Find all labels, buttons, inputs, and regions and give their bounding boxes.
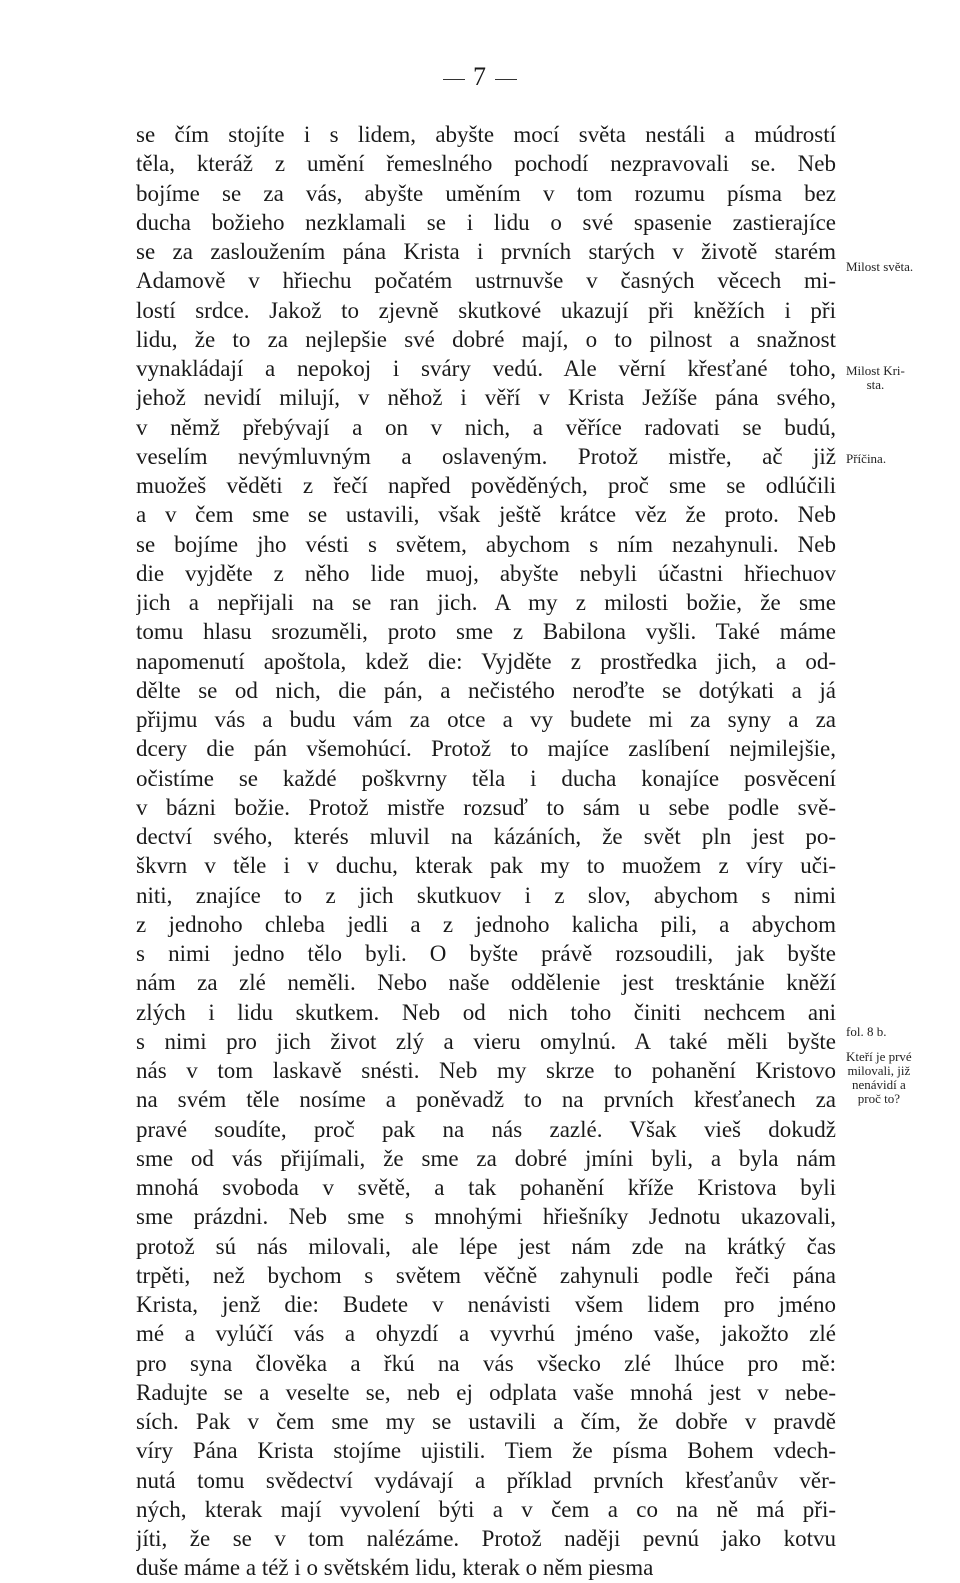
text-line: die vyjděte z něho lide muoj, abyšte nebyli účastni hřiechuov [136, 560, 836, 586]
text-line: dectví svého, kterés mluvil na kázáních, že svět pln jest po- [136, 824, 836, 849]
margin-note-text: sta. [866, 377, 885, 392]
text-line: pro syna člověka a řkú na vás všecko zlé lhúce pro mě: [136, 1350, 836, 1376]
text-line: s nimi jedno tělo byli. O byšte právě rozsoudili, jak byšte [136, 941, 836, 966]
text-line: sme od vás přijímali, že sme za dobré jmíni byli, a byla nám [136, 1145, 836, 1171]
text-line: sích. Pak v čem sme my se ustavili a čím, že dobře v pravdě [136, 1409, 836, 1434]
text-line: Krista, jenž die: Budete v nenávisti všem lidem pro jméno [136, 1292, 836, 1317]
text-line: lostí srdce. Jakož to zjevně skutkové ukazují při kněžích i při [136, 297, 836, 323]
page-number-dash-left [443, 79, 465, 80]
margin-note-text: fol. 8 b. [846, 1024, 887, 1039]
page-number-value: 7 [473, 62, 487, 91]
text-line: se za zasloužením pána Krista i prvních starých v životě starém [136, 239, 836, 264]
text-line: pravé soudíte, proč pak na nás zazlé. Však vieš dokudž [136, 1116, 836, 1142]
body-text [136, 120, 836, 1583]
text-line: přijmu vás a budu vám za otce a vy budete mi za syny a za [136, 707, 836, 732]
margin-note-folio [846, 1025, 886, 1039]
text-line: napomenutí apoštola, kdež die: Vyjděte z prostředka jich, a od- [136, 648, 836, 674]
page-number [0, 62, 960, 92]
text-line: nutá tomu svědectví vydávají a příklad prvních křesťanův věr- [136, 1467, 836, 1493]
margin-note-text: Milost Kri- [846, 363, 905, 378]
text-line: mé a vylúčí vás a ohyzdí a vyvrhú jméno vaše, jakožto zlé [136, 1321, 836, 1347]
text-line: sme prázdni. Neb sme s mnohými hřiešníky Jednotu ukazovali, [136, 1204, 836, 1230]
text-line: lidu, že to za nejlepšie své dobré mají, o to pilnost a snažnost [136, 326, 836, 352]
margin-note-kteri-je [846, 1050, 912, 1106]
text-line: dělte se od nich, die pán, a nečistého neroďte se dotýkati a já [136, 677, 836, 703]
text-line: Radujte se a veselte se, neb ej odplata vaše mnohá jest v nebe- [136, 1379, 836, 1405]
text-line: víry Pána Krista stojíme ujistili. Tiem že písma Bohem vdech- [136, 1438, 836, 1464]
text-line: v němž přebývají a on v nich, a věříce radovati se budú, [136, 414, 836, 440]
text-line: se čím stojíte i s lidem, abyšte mocí světa nestáli a múdrostí [136, 122, 836, 147]
text-line: se bojíme jho vésti s světem, abychom s ním nezahynuli. Neb [136, 531, 836, 557]
text-line: s nimi pro jich život zlý a vieru omylnú. A také měli byšte [136, 1028, 836, 1054]
text-line: veselím nevýmluvným a oslaveným. Protož mistře, ač již [136, 443, 836, 469]
text-line: škvrn v těle i v duchu, kterak pak my to muožem z víry uči- [136, 853, 836, 879]
text-line: jíti, že se v tom nalézáme. Protož naději pevnú jako kotvu [136, 1526, 836, 1551]
text-line: tomu hlasu srozuměli, proto sme z Babilona vyšli. Také máme [136, 619, 836, 645]
text-line: ných, kterak mají vyvolení býti a v čem a co na ně má při- [136, 1496, 836, 1522]
text-line: dcery die pán všemohúcí. Protož to majíce zaslíbení nejmilejšie, [136, 736, 836, 762]
text-line: niti, znajíce to z jich skutkuov i z slov, abychom s nimi [136, 882, 836, 908]
text-line: nás v tom laskavě snésti. Neb my skrze to pohanění Kristovo [136, 1058, 836, 1083]
margin-note-pricina [846, 452, 886, 466]
text-line: trpěti, než bychom s světem věčně zahynuli podle řeči pána [136, 1262, 836, 1288]
text-line: v bázni božie. Protož mistře rozsuď to sám u sebe podle svě- [136, 794, 836, 820]
margin-note-text: Kteří je prvé [846, 1049, 912, 1064]
text-line: duše máme a též i o světském lidu, kterak o něm piesma [136, 1555, 654, 1581]
text-line: jich a nepřijali na se ran jich. A my z milosti božie, že sme [136, 590, 836, 615]
margin-note-text: milovali, již [847, 1063, 911, 1078]
margin-note-milost-krista [846, 364, 905, 392]
margin-note-text: proč to? [857, 1091, 900, 1106]
margin-note-text: Milost světa. [846, 259, 914, 274]
text-line: jehož nevidí milují, v něhož i věří v Krista Ježíše pána svého, [136, 385, 836, 411]
text-line: očistíme se každé poškvrny těla i ducha konajíce posvěcení [136, 765, 836, 791]
text-line: vynakládají a nepokoj i sváry vedú. Ale věrní křesťané toho, [136, 356, 836, 381]
margin-note-text: Příčina. [846, 451, 887, 466]
text-line: protož sú nás milovali, ale lépe jest nám zde na krátký čas [136, 1233, 836, 1259]
text-line: bojíme se za vás, abyšte uměním v tom rozumu písma bez [136, 180, 836, 206]
text-line: na svém těle nosíme a poněvadž to na prvních křesťanech za [136, 1087, 836, 1113]
text-line: nám za zlé neměli. Nebo naše oddělenie jest tresktánie kněží [136, 970, 836, 996]
text-line: mnohá svoboda v světě, a tak pohanění kříže Kristova byli [136, 1175, 836, 1200]
margin-note-milost-sveta [846, 260, 913, 274]
margin-note-text: nenávidí a [851, 1077, 906, 1092]
text-line: ducha božieho nezklamali se i lidu o své spasenie zastierajíce [136, 209, 836, 235]
text-line: Adamově v hřiechu počatém ustrnuvše v časných věcech mi- [136, 268, 836, 294]
text-line: z jednoho chleba jedli a z jednoho kalicha pili, a abychom [136, 911, 836, 937]
text-line: těla, kteráž z umění řemeslného pochodí nezpravovali se. Neb [136, 151, 836, 177]
text-line: muožeš věděti z řečí napřed pověděných, proč sme se odlúčili [136, 473, 836, 498]
text-line: a v čem sme se ustavili, však ještě krátce věz že proto. Neb [136, 502, 836, 528]
text-line: zlých i lidu skutkem. Neb od nich toho činiti nechcem ani [136, 999, 836, 1025]
page-number-dash-right [495, 79, 517, 80]
